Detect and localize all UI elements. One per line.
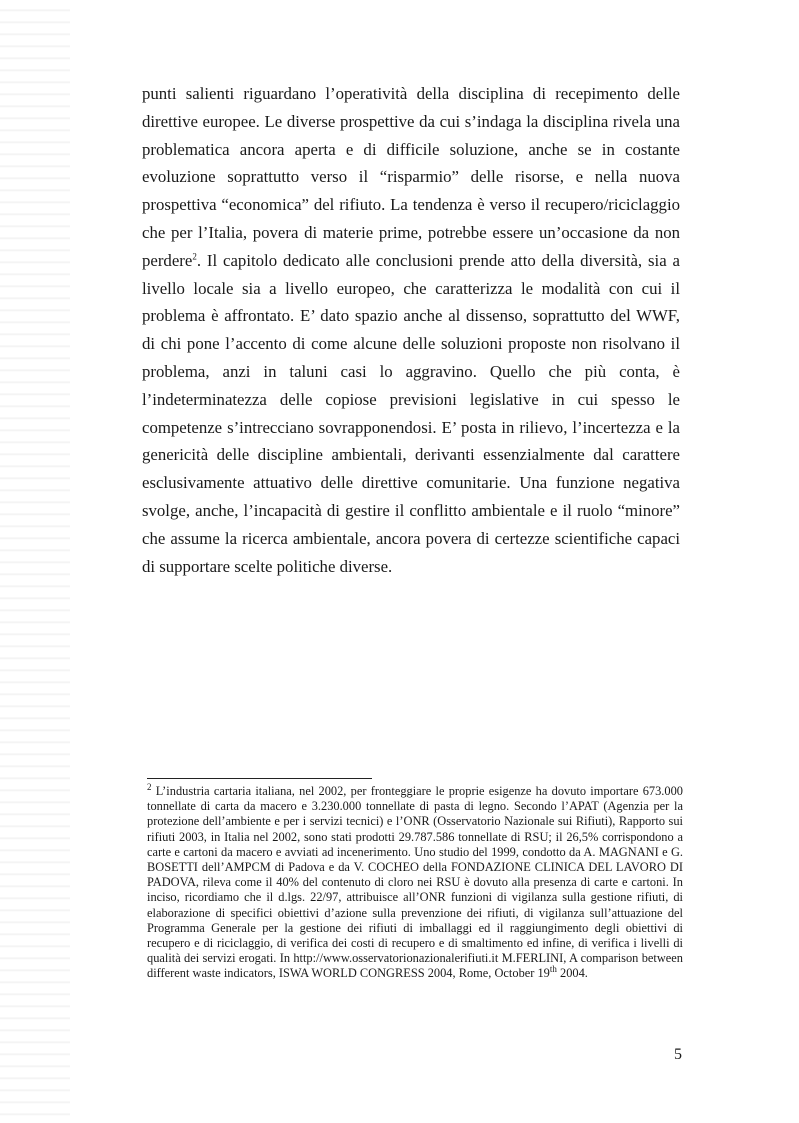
body-text-part-2: . Il capitolo dedicato alle conclusioni prende atto della diversità, sia a livello locale sia a livello europeo, che caratterizza le modalità con cui il problema è affrontato. E’ dato spazio anche al dissenso, soprattutto del WWF, di chi pone l’accento di come alcune delle soluzioni proposte non risolvano il problema, anzi in taluni casi lo aggravino. Quello che più conta, è l’indeterminatezza delle copiose previsioni legislative in cui spesso le competenze s’intrecciano sovrapponendosi. E’ posta in rilievo, l’incertezza e la genericità delle discipline ambientali, derivanti essenzialmente dal carattere esclusivamente attuativo delle direttive comunitarie. Una funzione negativa svolge, anche, l’incapacità di gestire il conflitto ambientale e il ruolo “minore” che assume la ricerca ambientale, ancora povera di certezze scientifiche capaci di supportare scelte politiche diverse. — [142, 250, 680, 576]
body-paragraph — [142, 80, 680, 580]
footnote-reference[interactable]: 2 — [192, 251, 197, 262]
page-number: 5 — [674, 1046, 682, 1063]
footnote-separator — [147, 778, 372, 779]
scan-edge-artifact — [0, 0, 70, 1123]
footnote-date-suffix: th — [549, 964, 557, 975]
footnote-tail: 2004. — [556, 966, 588, 981]
footnote-marker: 2 — [147, 781, 152, 792]
footnotes-section — [147, 781, 683, 982]
body-text-part-1: punti salienti riguardano l’operatività della disciplina di recepimento delle direttive europee. Le diverse prospettive da cui s’indaga la disciplina rivela una problematica ancora aperta e di difficile soluzione, anche se in costante evoluzione soprattutto verso il “risparmio” delle risorse, e nella nuova prospettiva “economica” del rifiuto. La tendenza è verso il recupero/riciclaggio che per l’Italia, povera di materie prime, potrebbe essere un’occasione da non perdere — [142, 84, 680, 270]
footnote-text: L’industria cartaria italiana, nel 2002, per fronteggiare le proprie esigenze ha dovuto importare 673.000 tonnellate di carta da macero e 3.230.000 tonnellate di pasta di legno. Secondo l’APAT (Agenzia per la protezione dell’ambiente e per i servizi tecnici) e l’ONR (Osservatorio Nazionale sui Rifiuti), Rapporto sui rifiuti 2003, in Italia nel 2002, sono stati prodotti 29.787.586 tonnellate di RSU; il 26,5% corrispondono a carte e cartoni da macero e avviati ad incenerimento. Uno studio del 1999, condotto da A. MAGNANI e G. BOSETTI dell’AMPCM di Padova e da V. COCHEO della FONDAZIONE CLINICA DEL LAVORO DI PADOVA, rileva come il 40% del contenuto di cloro nei RSU è dovuto alla presenza di carte e cartoni. In inciso, ricordiamo che il d.lgs. 22/97, attribuisce all’ONR funzioni di vigilanza sulla gestione rifiuti, di elaborazione di specifici obiettivi d’azione sulla prevenzione dei rifiuti, di vigilanza sull’attuazione del Programma Generale per la gestione dei rifiuti di imballaggi ed il raggiungimento degli obiettivi di recupero e di riciclaggio, di verifica dei costi di recupero e di smaltimento ed infine, di verifica i livelli di qualità dei servizi erogati. In http://www.osservatorionazionalerifiuti.it M.FERLINI, A comparison between different waste indicators, ISWA WORLD CONGRESS 2004, Rome, October 19 — [147, 784, 683, 981]
body-paragraph-text — [142, 80, 680, 580]
footnote-2 — [147, 781, 683, 982]
